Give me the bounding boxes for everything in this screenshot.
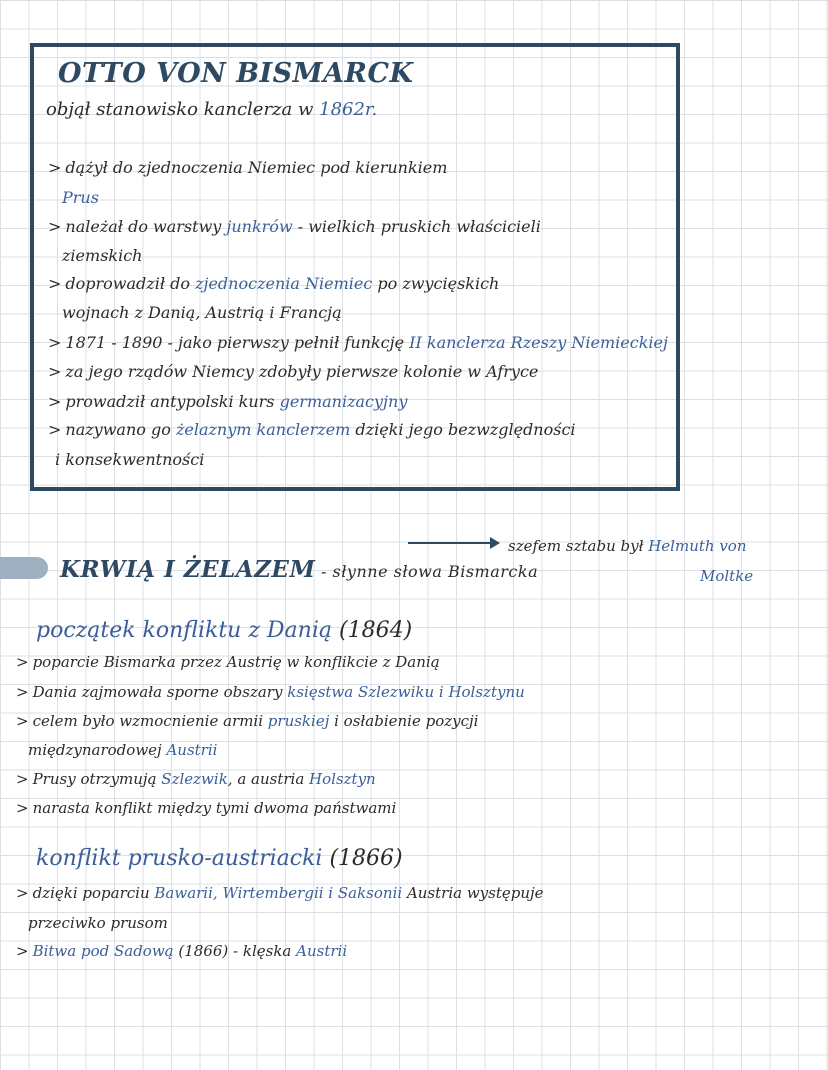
c1-text-end: i osłabienie pozycji <box>329 712 479 730</box>
intro-line <box>46 100 377 120</box>
c1-highlight: pruskiej <box>267 712 330 730</box>
arrow-bullet-icon: > <box>48 362 62 381</box>
arrow-bullet-icon: > <box>48 217 62 236</box>
c1-item-2 <box>16 682 525 702</box>
conflict2-heading <box>36 846 403 871</box>
box-item-text: należał do warstwy <box>65 217 227 236</box>
arrow-bullet-icon: > <box>16 770 29 788</box>
section-title <box>60 556 538 583</box>
section-marker <box>0 557 48 579</box>
conflict2-heading-text: konflikt prusko-austriacki <box>36 846 323 871</box>
conflict1-heading <box>36 618 412 643</box>
c1-highlight-holsztyn: Holsztyn <box>309 770 376 788</box>
c1-text: poparcie Bismarka przez Austrię w konflikcie z Danią <box>32 653 440 671</box>
box-item-text-end: - wielkich pruskich właścicieli <box>292 217 541 236</box>
box-item-3b: wojnach z Danią, Austrią i Francją <box>62 303 342 322</box>
box-item-text: nazywano go <box>65 420 176 439</box>
box-item-highlight: żelaznym kanclerzem <box>175 420 351 439</box>
c2-item-2 <box>16 941 347 961</box>
c2-text-end: (1866) - klęska <box>173 942 297 960</box>
arrow-bullet-icon: > <box>48 420 62 439</box>
box-item-highlight: II kanclerza Rzeszy Niemieckiej <box>409 333 668 352</box>
arrow-bullet-icon: > <box>48 333 62 352</box>
c1-text: międzynarodowej <box>28 741 167 759</box>
arrow-line-icon <box>408 542 493 544</box>
c1-item-4 <box>16 769 376 789</box>
c1-highlight: Austrii <box>166 741 218 759</box>
c1-text: Dania zajmowała sporne obszary <box>32 683 288 701</box>
c1-highlight: księstwa Szlezwiku i Holsztynu <box>287 683 525 701</box>
box-item-highlight: junkrów <box>226 217 293 236</box>
box-item-7b: i konsekwentności <box>55 450 205 469</box>
box-item-text: doprowadził do <box>65 274 196 293</box>
box-item-7 <box>48 420 576 440</box>
c1-text: narasta konflikt między tymi dwoma państwami <box>32 799 397 817</box>
box-item-3 <box>48 274 499 294</box>
c2-highlight: Bitwa pod Sadową <box>32 942 174 960</box>
c1-text: celem było wzmocnienie armii <box>32 712 268 730</box>
c1-item-1 <box>16 652 440 672</box>
conflict1-year: (1864) <box>339 618 413 643</box>
box-item-highlight: germanizacyjny <box>279 392 408 411</box>
box-item-2b: ziemskich <box>62 246 143 265</box>
c2-text-end: Austria występuje <box>402 884 544 902</box>
c1-text: Prusy otrzymują <box>32 770 162 788</box>
box-title: OTTO VON BISMARCK <box>58 58 414 89</box>
box-item-1 <box>48 158 447 178</box>
c2-highlight: Bawarii, Wirtembergii i Saksonii <box>154 884 403 902</box>
box-item-text: dążył do zjednoczenia Niemiec pod kierunkiem <box>65 158 448 177</box>
box-item-text: prowadził antypolski kurs <box>65 392 280 411</box>
box-item-5 <box>48 362 538 382</box>
c2-item-1b: przeciwko prusom <box>28 914 168 932</box>
section-title-text: KRWIĄ I ŻELAZEM <box>60 556 316 583</box>
c2-highlight-austrii: Austrii <box>296 942 348 960</box>
arrow-bullet-icon: > <box>16 884 29 902</box>
arrow-bullet-icon: > <box>16 942 29 960</box>
box-item-4 <box>48 333 668 353</box>
c2-item-1 <box>16 883 544 903</box>
arrow-bullet-icon: > <box>48 392 62 411</box>
side-note-line-1 <box>508 536 746 556</box>
intro-year: 1862r. <box>319 99 378 120</box>
box-item-highlight: zjednoczenia Niemiec <box>195 274 373 293</box>
box-item-6 <box>48 392 407 412</box>
c1-item-5 <box>16 798 396 818</box>
c2-text: dzięki poparciu <box>32 884 155 902</box>
section-subtitle: - słynne słowa Bismarcka <box>315 562 539 581</box>
intro-text: objął stanowisko kanclerza w <box>46 99 320 120</box>
side-note-name: Helmuth von <box>648 537 747 555</box>
arrow-bullet-icon: > <box>16 653 29 671</box>
arrow-bullet-icon: > <box>16 799 29 817</box>
side-note-line-2: Moltke <box>700 567 754 585</box>
arrow-bullet-icon: > <box>16 712 29 730</box>
c1-item-3 <box>16 711 478 731</box>
box-item-2 <box>48 217 541 237</box>
arrow-head-icon <box>490 537 500 549</box>
box-item-text-end: po zwycięskich <box>372 274 500 293</box>
arrow-bullet-icon: > <box>48 158 62 177</box>
box-item-text: 1871 - 1890 - jako pierwszy pełnił funkcję <box>65 333 410 352</box>
box-item-text-end: dzięki jego bezwzględności <box>350 420 576 439</box>
arrow-bullet-icon: > <box>16 683 29 701</box>
box-item-1b: Prus <box>62 188 99 207</box>
c1-item-3b <box>28 740 217 760</box>
conflict1-heading-text: początek konfliktu z Danią <box>36 618 332 643</box>
box-item-text: za jego rządów Niemcy zdobyły pierwsze kolonie w Afryce <box>65 362 539 381</box>
c1-text-end: , a austria <box>227 770 310 788</box>
c1-highlight: Szlezwik <box>161 770 228 788</box>
conflict2-year: (1866) <box>329 846 403 871</box>
arrow-bullet-icon: > <box>48 274 62 293</box>
side-note-text: szefem sztabu był <box>508 537 649 555</box>
